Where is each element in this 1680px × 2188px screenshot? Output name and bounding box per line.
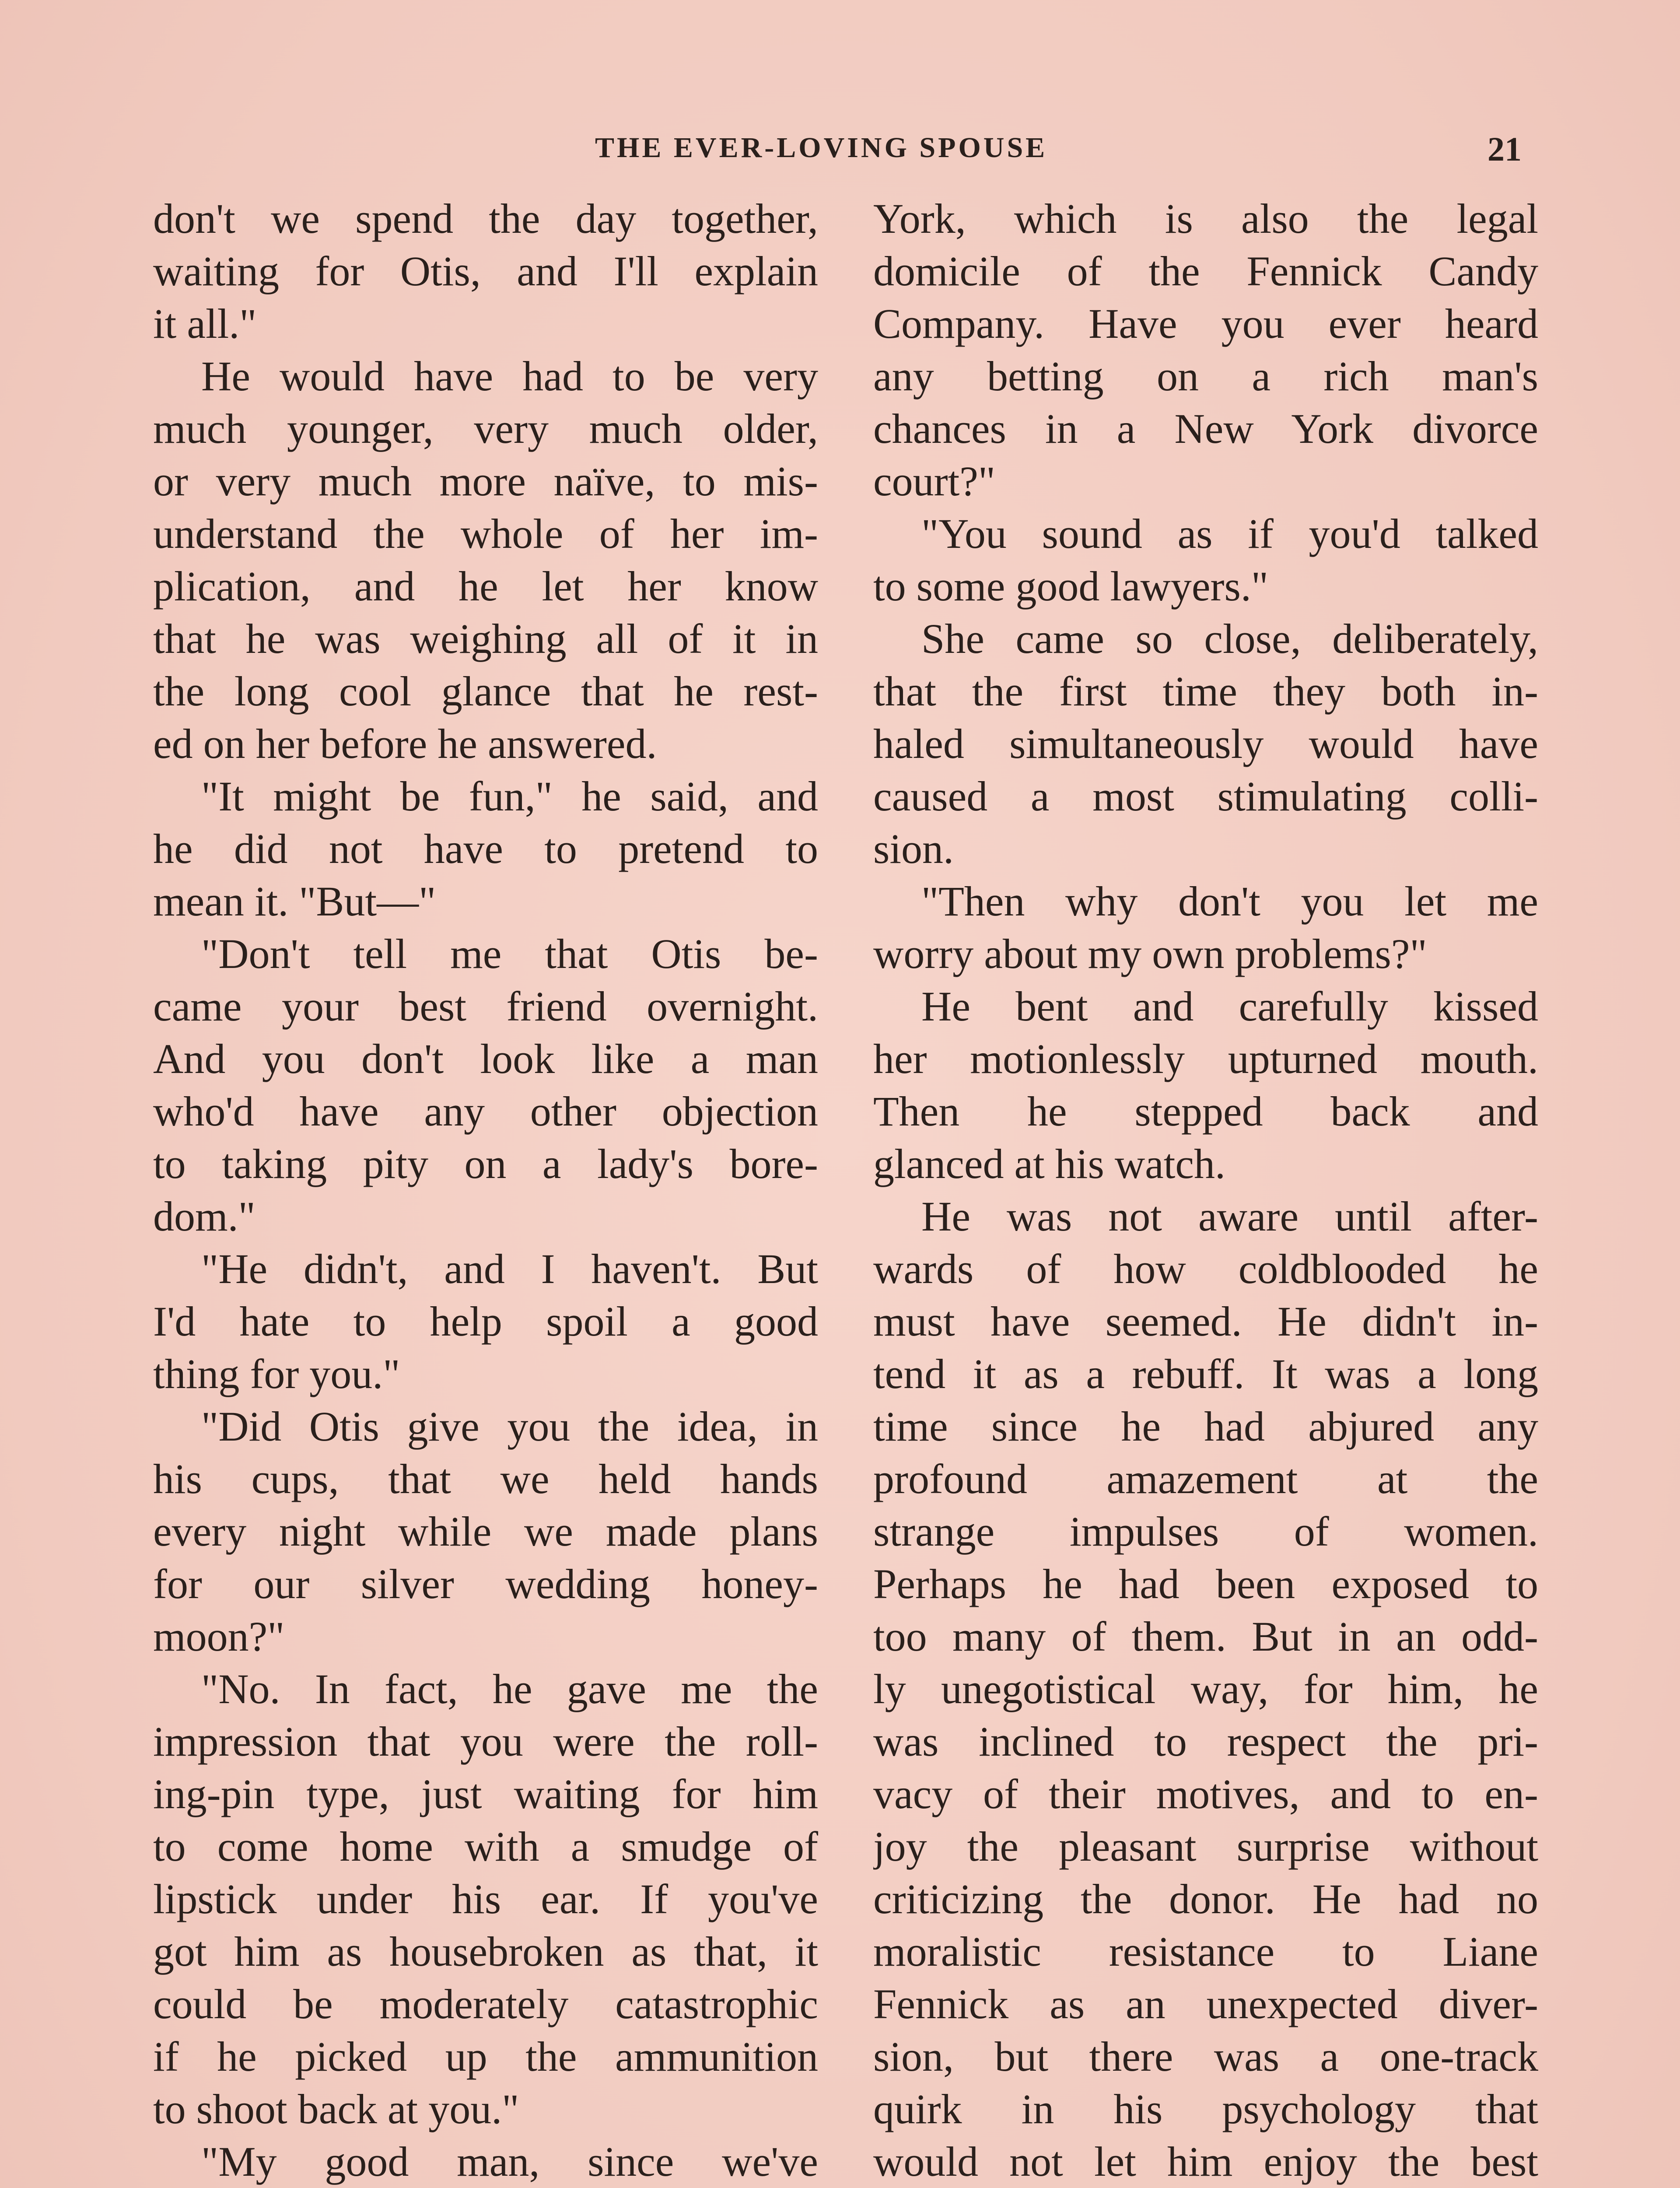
text-line: strange impulses of women. (873, 1508, 1538, 1555)
text-line: got him as housebroken as that, it (153, 1928, 818, 1975)
text-line: haled simultaneously would have (873, 720, 1538, 767)
text-line: impression that you were the roll- (153, 1718, 818, 1765)
text-line: must have seemed. He didn't in- (873, 1298, 1538, 1345)
text-line: he did not have to pretend to (153, 825, 818, 872)
text-line: dom." (153, 1193, 256, 1240)
text-line: tend it as a rebuff. It was a long (873, 1350, 1538, 1397)
text-line: chances in a New York divorce (873, 405, 1538, 452)
text-line: the long cool glance that he rest- (153, 668, 818, 715)
text-line: that the first time they both in- (873, 668, 1538, 715)
text-line: plication, and he let her know (153, 563, 818, 610)
text-line: glanced at his watch. (873, 1140, 1226, 1187)
text-line: He bent and carefully kissed (921, 983, 1538, 1030)
text-line: time since he had abjured any (873, 1403, 1538, 1450)
text-line: lipstick under his ear. If you've (153, 1876, 818, 1922)
text-line: Perhaps he had been exposed to (873, 1560, 1538, 1607)
running-title: THE EVER-LOVING SPOUSE (595, 132, 1048, 164)
text-line: to shoot back at you." (153, 2086, 519, 2132)
text-line: He was not aware until after- (921, 1193, 1538, 1240)
text-line: joy the pleasant surprise without (873, 1823, 1538, 1870)
text-line: for our silver wedding honey- (153, 1560, 818, 1607)
text-line: that he was weighing all of it in (153, 615, 818, 662)
text-line: And you don't look like a man (153, 1035, 818, 1082)
text-line: "It might be fun," he said, and (201, 773, 818, 820)
text-line: would not let him enjoy the best (873, 2138, 1538, 2185)
text-line: worry about my own problems?" (873, 930, 1427, 977)
text-line: "Then why don't you let me (921, 878, 1538, 925)
text-line: Then he stepped back and (873, 1088, 1538, 1135)
text-line: waiting for Otis, and I'll explain (153, 248, 818, 295)
text-line: any betting on a rich man's (873, 353, 1538, 400)
text-line: his cups, that we held hands (153, 1455, 818, 1502)
text-line: wards of how coldblooded he (873, 1245, 1538, 1292)
text-line: it all." (153, 300, 257, 347)
text-column-right (873, 193, 1538, 2188)
text-line: if he picked up the ammunition (153, 2033, 818, 2080)
text-line: understand the whole of her im- (153, 510, 818, 557)
text-column-left (153, 193, 818, 2188)
text-line: to come home with a smudge of (153, 1823, 818, 1870)
text-line: quirk in his psychology that (873, 2086, 1538, 2132)
text-line: She came so close, deliberately, (921, 615, 1538, 662)
text-line: domicile of the Fennick Candy (873, 248, 1538, 295)
text-line: her motionlessly upturned mouth. (873, 1035, 1538, 1082)
text-line: to taking pity on a lady's bore- (153, 1140, 818, 1187)
text-line: or very much more naïve, to mis- (153, 458, 818, 505)
text-line: "Did Otis give you the idea, in (201, 1403, 818, 1450)
text-line: vacy of their motives, and to en- (873, 1771, 1538, 1817)
text-line: "My good man, since we've (201, 2138, 818, 2185)
text-line: mean it. "But—" (153, 878, 436, 925)
text-line: don't we spend the day together, (153, 195, 818, 242)
text-line: who'd have any other objection (153, 1088, 818, 1135)
text-line: court?" (873, 458, 996, 505)
text-line: Company. Have you ever heard (873, 300, 1538, 347)
text-line: York, which is also the legal (873, 195, 1538, 242)
text-line: "You sound as if you'd talked (921, 510, 1538, 557)
text-line: sion, but there was a one-track (873, 2033, 1538, 2080)
text-line: "Don't tell me that Otis be- (201, 930, 818, 977)
page-number: 21 (1488, 130, 1522, 168)
text-line: Fennick as an unexpected diver- (873, 1981, 1538, 2027)
text-line: much younger, very much older, (153, 405, 818, 452)
text-line: was inclined to respect the pri- (873, 1718, 1538, 1765)
text-line: "No. In fact, he gave me the (201, 1666, 818, 1712)
text-line: moralistic resistance to Liane (873, 1928, 1538, 1975)
text-line: thing for you." (153, 1350, 400, 1397)
text-line: too many of them. But in an odd- (873, 1613, 1538, 1660)
text-line: moon?" (153, 1613, 285, 1660)
text-line: ed on her before he answered. (153, 720, 657, 767)
text-line: came your best friend overnight. (153, 983, 818, 1030)
text-line: every night while we made plans (153, 1508, 818, 1555)
text-line: caused a most stimulating colli- (873, 773, 1538, 820)
text-line: to some good lawyers." (873, 563, 1269, 610)
text-line: I'd hate to help spoil a good (153, 1298, 818, 1345)
text-line: criticizing the donor. He had no (873, 1876, 1538, 1922)
text-line: sion. (873, 825, 954, 872)
text-line: "He didn't, and I haven't. But (201, 1245, 818, 1292)
text-line: He would have had to be very (201, 353, 818, 400)
text-line: ly unegotistical way, for him, he (873, 1666, 1538, 1712)
text-line: profound amazement at the (873, 1455, 1538, 1502)
text-line: ing-pin type, just waiting for him (153, 1771, 818, 1817)
text-line: could be moderately catastrophic (153, 1981, 818, 2027)
